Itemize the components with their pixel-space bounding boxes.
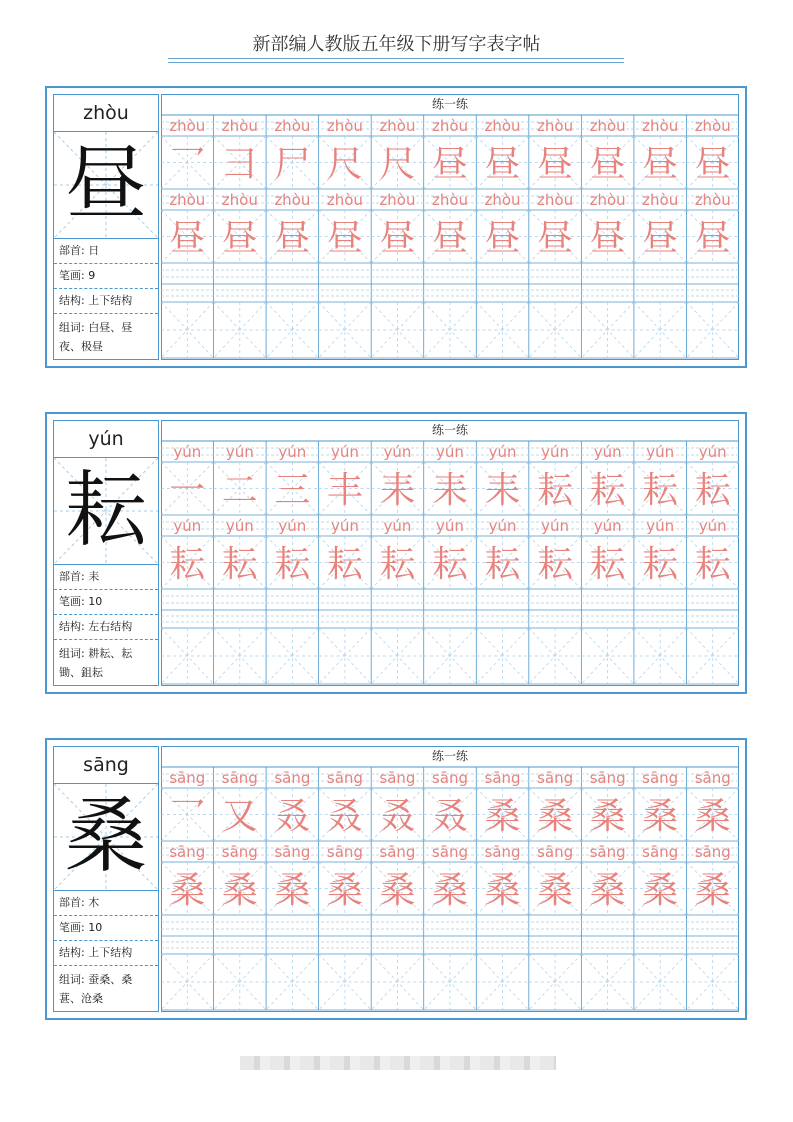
trace-character: 桑 xyxy=(537,870,574,911)
trace-pinyin: zhòu xyxy=(274,191,311,209)
trace-pinyin: yún xyxy=(225,517,254,535)
trace-character: 桑 xyxy=(221,870,258,911)
model-character: 昼 xyxy=(64,137,147,232)
character-pinyin: sāng xyxy=(54,747,158,784)
trace-pinyin: zhòu xyxy=(326,191,363,209)
trace-pinyin: sāng xyxy=(642,843,679,861)
character-info-panel xyxy=(53,94,159,360)
trace-pinyin: zhòu xyxy=(537,117,574,135)
trace-character: 耘 xyxy=(694,470,731,511)
radical-row xyxy=(54,891,158,916)
trace-pinyin: yún xyxy=(488,517,517,535)
trace-pinyin: yún xyxy=(225,443,254,461)
trace-character: 尺 xyxy=(379,144,416,185)
trace-pinyin: sāng xyxy=(274,769,311,787)
trace-character: 桑 xyxy=(274,870,311,911)
words-value: 白昼、昼夜、极昼 xyxy=(59,321,133,353)
radical-label: 部首: xyxy=(59,570,89,583)
strokes-value: 10 xyxy=(88,921,103,934)
strokes-row xyxy=(54,264,158,289)
trace-character: 昼 xyxy=(694,144,731,185)
trace-pinyin: sāng xyxy=(221,843,258,861)
character-pinyin: zhòu xyxy=(54,95,158,132)
strokes-value: 9 xyxy=(88,269,96,282)
trace-pinyin: sāng xyxy=(537,769,574,787)
trace-character: 桑 xyxy=(589,870,626,911)
practice-label: 练一练 xyxy=(431,97,468,111)
trace-character: 昼 xyxy=(642,144,679,185)
trace-character: 桑 xyxy=(694,796,731,837)
trace-pinyin: sāng xyxy=(642,769,679,787)
words-label: 组词: xyxy=(59,321,89,334)
trace-character: 桑 xyxy=(326,870,363,911)
trace-character: 昼 xyxy=(379,218,416,259)
trace-pinyin: sāng xyxy=(431,769,469,787)
trace-pinyin: yún xyxy=(488,443,517,461)
radical-value: 日 xyxy=(88,244,100,257)
trace-character: 耘 xyxy=(642,470,679,511)
words-value: 蚕桑、桑葚、沧桑 xyxy=(59,973,133,1005)
trace-pinyin: zhòu xyxy=(642,191,679,209)
trace-pinyin: sāng xyxy=(484,843,521,861)
trace-pinyin: sāng xyxy=(694,769,731,787)
trace-character: 耘 xyxy=(431,544,469,585)
trace-pinyin: yún xyxy=(278,517,307,535)
strokes-value: 10 xyxy=(88,595,103,608)
trace-pinyin: sāng xyxy=(221,769,258,787)
trace-pinyin: zhòu xyxy=(694,117,731,135)
model-character-box xyxy=(54,132,158,239)
trace-pinyin: yún xyxy=(330,517,359,535)
title-rule-bottom xyxy=(168,62,624,63)
structure-value: 左右结构 xyxy=(88,620,133,633)
words-label: 组词: xyxy=(59,973,89,986)
words-value: 耕耘、耘锄、鉏耘 xyxy=(59,647,133,679)
trace-pinyin: sāng xyxy=(379,769,416,787)
trace-character: ⺕ xyxy=(221,144,258,185)
words-row xyxy=(54,314,158,356)
practice-grid xyxy=(161,746,739,1012)
practice-grid xyxy=(161,94,739,360)
strokes-label: 笔画: xyxy=(59,921,89,934)
trace-pinyin: sāng xyxy=(694,843,731,861)
trace-pinyin: sāng xyxy=(169,769,206,787)
trace-pinyin: zhòu xyxy=(221,191,258,209)
trace-pinyin: yún xyxy=(436,517,464,535)
character-info-panel xyxy=(53,420,159,686)
trace-character: 二 xyxy=(221,470,258,511)
strokes-row xyxy=(54,916,158,941)
trace-pinyin: sāng xyxy=(589,769,626,787)
trace-pinyin: yún xyxy=(436,443,464,461)
trace-pinyin: sāng xyxy=(589,843,626,861)
trace-character: 桑 xyxy=(537,796,574,837)
structure-value: 上下结构 xyxy=(88,946,133,959)
trace-character: 耘 xyxy=(379,544,416,585)
character-card-1 xyxy=(45,86,747,368)
trace-character: 桑 xyxy=(589,796,626,837)
trace-character: 昼 xyxy=(537,144,574,185)
trace-character: 昼 xyxy=(537,218,574,259)
radical-label: 部首: xyxy=(59,896,89,909)
radical-row xyxy=(54,239,158,264)
trace-character: 桑 xyxy=(431,870,469,911)
trace-pinyin: zhòu xyxy=(642,117,679,135)
trace-character: 叒 xyxy=(274,796,311,837)
trace-character: 昼 xyxy=(274,218,311,259)
words-label: 组词: xyxy=(59,647,89,660)
trace-pinyin: sāng xyxy=(379,843,416,861)
trace-character: 耘 xyxy=(589,470,626,511)
radical-row xyxy=(54,565,158,590)
trace-pinyin: yún xyxy=(646,443,675,461)
trace-pinyin: yún xyxy=(593,517,622,535)
trace-pinyin: yún xyxy=(173,443,202,461)
trace-pinyin: sāng xyxy=(169,843,206,861)
trace-pinyin: zhòu xyxy=(221,117,258,135)
character-card-3 xyxy=(45,738,747,1020)
blurred-watermark xyxy=(240,1056,556,1070)
structure-value: 上下结构 xyxy=(88,294,133,307)
trace-pinyin: zhòu xyxy=(484,117,521,135)
trace-character: 桑 xyxy=(642,796,679,837)
trace-character: 丰 xyxy=(326,470,363,511)
trace-pinyin: yún xyxy=(173,517,202,535)
trace-pinyin: zhòu xyxy=(379,117,416,135)
trace-character: 桑 xyxy=(169,870,206,911)
trace-pinyin: zhòu xyxy=(274,117,311,135)
trace-pinyin: zhòu xyxy=(169,191,206,209)
strokes-label: 笔画: xyxy=(59,269,89,282)
trace-character: 尺 xyxy=(326,144,363,185)
model-character-box xyxy=(54,458,158,565)
trace-character: 耒 xyxy=(431,470,469,511)
practice-label: 练一练 xyxy=(431,423,468,437)
trace-pinyin: yún xyxy=(278,443,307,461)
trace-pinyin: sāng xyxy=(274,843,311,861)
trace-character: 一 xyxy=(169,470,206,511)
trace-pinyin: zhòu xyxy=(537,191,574,209)
trace-character: 耘 xyxy=(221,544,258,585)
structure-label: 结构: xyxy=(59,620,89,633)
strokes-label: 笔画: xyxy=(59,595,89,608)
trace-pinyin: zhòu xyxy=(589,117,626,135)
trace-character: 耘 xyxy=(589,544,626,585)
trace-character: 桑 xyxy=(484,870,521,911)
trace-character: 桑 xyxy=(694,870,731,911)
trace-character: 又 xyxy=(221,796,258,837)
trace-pinyin: zhòu xyxy=(169,117,206,135)
practice-grid xyxy=(161,420,739,686)
radical-label: 部首: xyxy=(59,244,89,257)
structure-row xyxy=(54,941,158,966)
words-row xyxy=(54,966,158,1008)
trace-character: 桑 xyxy=(642,870,679,911)
trace-character: 耘 xyxy=(326,544,363,585)
trace-pinyin: yún xyxy=(383,443,412,461)
structure-row xyxy=(54,289,158,314)
trace-pinyin: zhòu xyxy=(379,191,416,209)
trace-pinyin: sāng xyxy=(537,843,574,861)
trace-character: 耘 xyxy=(694,544,731,585)
trace-character: 耘 xyxy=(537,544,574,585)
trace-character: 耘 xyxy=(274,544,311,585)
trace-character: 昼 xyxy=(484,218,521,259)
character-pinyin: yún xyxy=(54,421,158,458)
trace-pinyin: yún xyxy=(330,443,359,461)
trace-character: 乛 xyxy=(169,796,206,837)
trace-character: 耘 xyxy=(537,470,574,511)
character-info-panel xyxy=(53,746,159,1012)
character-card-2 xyxy=(45,412,747,694)
trace-pinyin: yún xyxy=(541,443,570,461)
trace-character: 耘 xyxy=(169,544,206,585)
trace-character: 叒 xyxy=(379,796,416,837)
trace-character: 尸 xyxy=(274,144,311,185)
model-character: 桑 xyxy=(64,789,147,884)
trace-character: 昼 xyxy=(221,218,258,259)
trace-character: 叒 xyxy=(431,796,469,837)
trace-character: 昼 xyxy=(169,218,206,259)
trace-pinyin: zhòu xyxy=(484,191,521,209)
practice-label: 练一练 xyxy=(431,749,468,763)
structure-label: 结构: xyxy=(59,946,89,959)
trace-character: 昼 xyxy=(484,144,521,185)
trace-character: 耒 xyxy=(379,470,416,511)
trace-pinyin: sāng xyxy=(484,769,521,787)
trace-pinyin: yún xyxy=(698,517,727,535)
trace-pinyin: sāng xyxy=(431,843,469,861)
model-character: 耘 xyxy=(64,463,147,558)
structure-label: 结构: xyxy=(59,294,89,307)
trace-character: 乛 xyxy=(169,144,206,185)
trace-character: 耘 xyxy=(484,544,521,585)
structure-row xyxy=(54,615,158,640)
trace-pinyin: zhòu xyxy=(431,191,469,209)
radical-value: 木 xyxy=(88,896,100,909)
title-rule-top xyxy=(168,58,624,59)
trace-pinyin: yún xyxy=(698,443,727,461)
trace-pinyin: yún xyxy=(541,517,570,535)
trace-character: 三 xyxy=(274,470,311,511)
trace-character: 昼 xyxy=(642,218,679,259)
trace-character: 桑 xyxy=(484,796,521,837)
trace-character: 耒 xyxy=(484,470,521,511)
trace-pinyin: yún xyxy=(646,517,675,535)
trace-character: 桑 xyxy=(379,870,416,911)
model-character-box xyxy=(54,784,158,891)
trace-pinyin: sāng xyxy=(326,769,363,787)
trace-character: 昼 xyxy=(431,144,469,185)
page-title: 新部编人教版五年级下册写字表字帖 xyxy=(252,34,541,55)
trace-pinyin: yún xyxy=(593,443,622,461)
trace-character: 耘 xyxy=(642,544,679,585)
trace-pinyin: zhòu xyxy=(431,117,469,135)
words-row xyxy=(54,640,158,682)
radical-value: 耒 xyxy=(88,570,100,583)
trace-character: 昼 xyxy=(589,218,626,259)
strokes-row xyxy=(54,590,158,615)
trace-pinyin: sāng xyxy=(326,843,363,861)
trace-character: 昼 xyxy=(326,218,363,259)
trace-pinyin: zhòu xyxy=(694,191,731,209)
trace-pinyin: zhòu xyxy=(326,117,363,135)
trace-pinyin: zhòu xyxy=(589,191,626,209)
trace-pinyin: yún xyxy=(383,517,412,535)
trace-character: 昼 xyxy=(694,218,731,259)
trace-character: 昼 xyxy=(589,144,626,185)
trace-character: 昼 xyxy=(431,218,469,259)
trace-character: 叒 xyxy=(326,796,363,837)
